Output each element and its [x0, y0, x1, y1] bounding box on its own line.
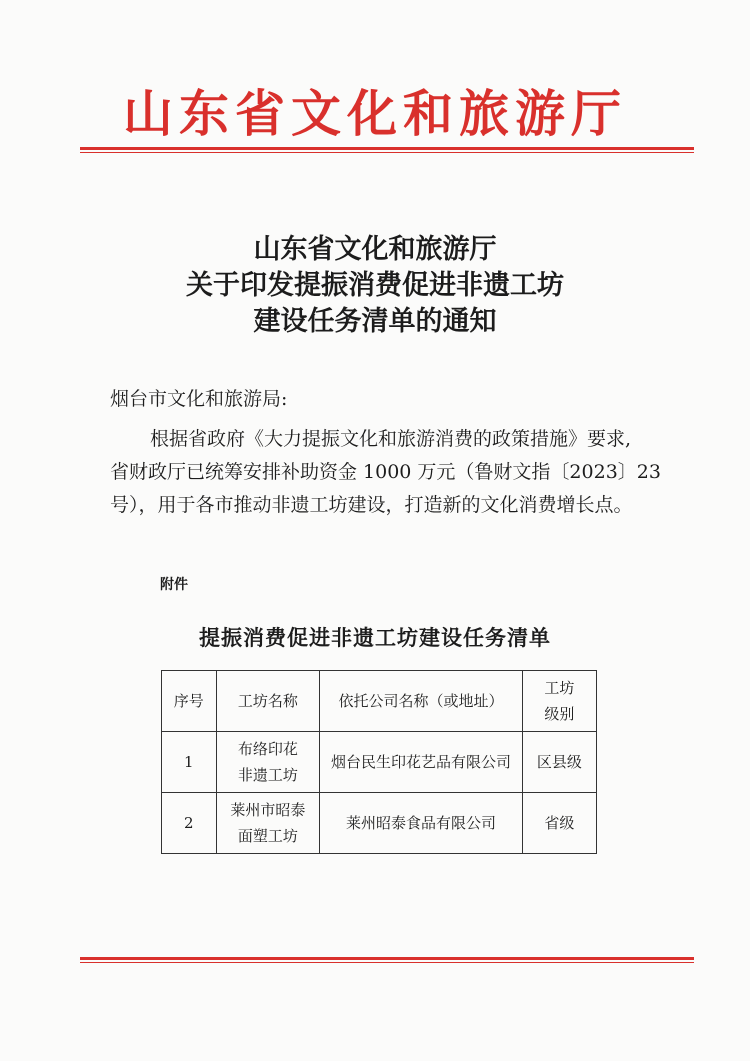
row-1-name-line-2: 非遗工坊 [237, 766, 298, 784]
notice-title-line-1: 山东省文化和旅游厅 [253, 234, 497, 265]
row-2-name-line-1: 莱州市昭泰 [230, 801, 306, 819]
table-row [162, 793, 597, 854]
notice-title-line-2: 关于印发提振消费促进非遗工坊 [186, 270, 564, 301]
row-1-no: 1 [162, 732, 217, 793]
header-red-rule-thin [80, 152, 694, 153]
notice-title-line-3: 建设任务清单的通知 [253, 306, 497, 337]
attachment-label: 附件 [160, 577, 188, 593]
body-paragraph-line-3: 号），用于各市推动非遗工坊建设，打造新的文化消费增长点。 [110, 494, 633, 516]
column-header-level-line-2: 级别 [544, 705, 575, 723]
column-header-name: 工坊名称 [216, 671, 320, 732]
issuer-header-title: 山东省文化和旅游厅 [123, 84, 627, 143]
row-2-no: 2 [162, 793, 217, 854]
body-paragraph-line-2: 省财政厅已统筹安排补助资金 1000 万元（鲁财文指〔2023〕23 [110, 461, 661, 483]
row-1-name-line-1: 布络印花 [237, 740, 298, 758]
row-2-level: 省级 [522, 793, 596, 854]
column-header-level [522, 671, 596, 732]
table-row [162, 732, 597, 793]
table-header-row [162, 671, 597, 732]
row-1-name [216, 732, 320, 793]
column-header-company: 依托公司名称（或地址） [320, 671, 522, 732]
row-2-company: 莱州昭泰食品有限公司 [320, 793, 522, 854]
task-list-title: 提振消费促进非遗工坊建设任务清单 [199, 625, 551, 650]
row-2-name-line-2: 面塑工坊 [237, 827, 298, 845]
row-1-level: 区县级 [522, 732, 596, 793]
footer-red-rule-thin [80, 962, 694, 963]
notice-title [0, 232, 750, 340]
column-header-no: 序号 [162, 671, 217, 732]
task-list-table [161, 670, 597, 854]
row-2-name [216, 793, 320, 854]
body-paragraph-line-1: 根据省政府《大力提振文化和旅游消费的政策措施》要求, [150, 428, 632, 450]
footer-red-rule-thick [80, 957, 694, 960]
column-header-level-line-1: 工坊 [544, 679, 575, 697]
header-red-rule-thick [80, 147, 694, 150]
row-1-company: 烟台民生印花艺品有限公司 [320, 732, 522, 793]
addressee: 烟台市文化和旅游局: [110, 388, 288, 410]
